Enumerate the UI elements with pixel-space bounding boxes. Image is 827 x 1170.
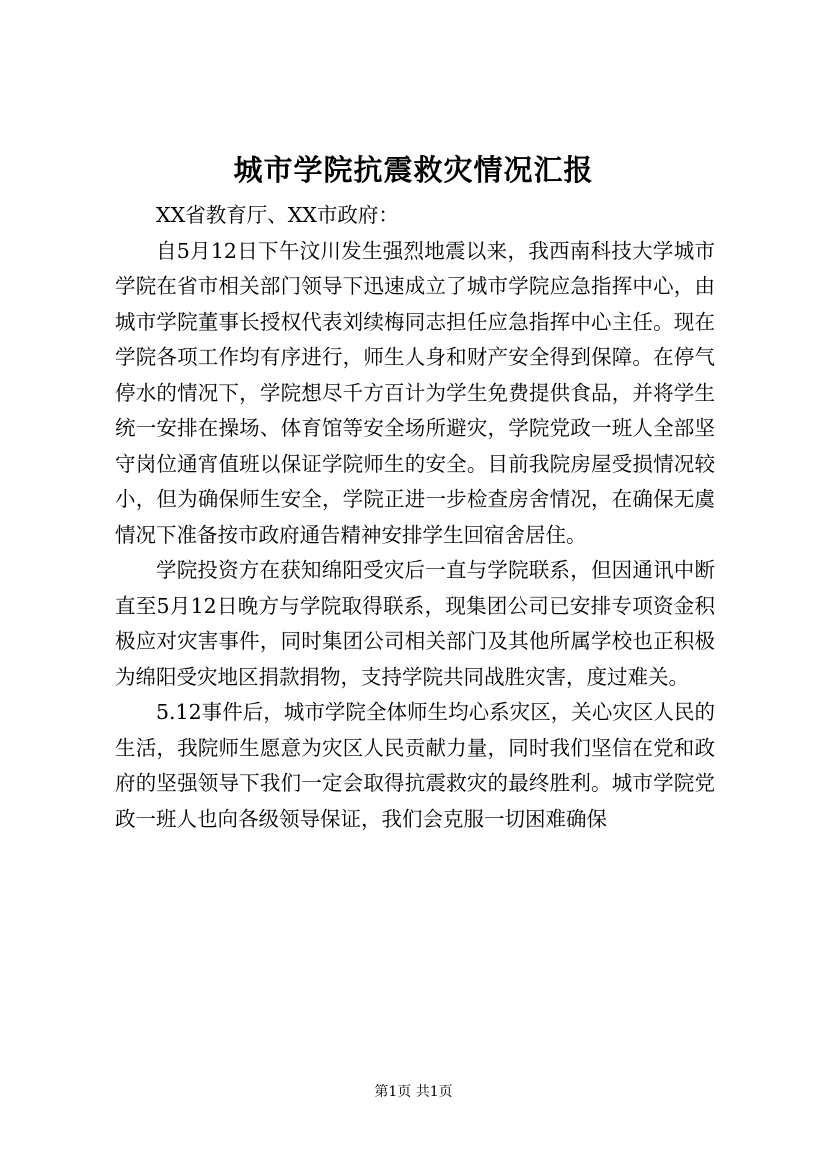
- paragraph-1: 自5月12日下午汶川发生强烈地震以来，我西南科技大学城市学院在省市相关部门领导下迅速成立了城市学院应急指挥中心，由城市学院董事长授权代表刘续梅同志担任应急指挥中心主任。现在学院各项工作均有序进行，师生人身和财产安全得到保障。在停气停水的情况下，学院想尽千方百计为学生免费提供食品，并将学生统一安排在操场、体育馆等安全场所避灾，学院党政一班人全部坚守岗位通宵值班以保证学院师生的安全。目前我院房屋受损情况较小，但为确保师生安全，学院正进一步检查房舍情况，在确保无虞情况下准备按市政府通告精神安排学生回宿舍居住。: [115, 238, 715, 547]
- document-title: 城市学院抗震救灾情况汇报: [233, 153, 594, 187]
- salutation: XX省教育厅、XX市政府：: [156, 203, 399, 227]
- page-footer: 第1页 共1页: [374, 1084, 453, 1100]
- document-body: [115, 198, 715, 837]
- paragraph-3: 5.12事件后，城市学院全体师生均心系灾区，关心灾区人民的生活，我院师生愿意为灾区人民贡献力量，同时我们坚信在党和政府的坚强领导下我们一定会取得抗震救灾的最终胜利。城市学院党政一班人也向各级领导保证，我们会克服一切困难确保: [115, 700, 715, 831]
- paragraph-2: 学院投资方在获知绵阳受灾后一直与学院联系，但因通讯中断直至5月12日晚方与学院取得联系，现集团公司已安排专项资金积极应对灾害事件，同时集团公司相关部门及其他所属学校也正积极为绵阳受灾地区捐款捐物，支持学院共同战胜灾害，度过难关。: [115, 558, 715, 689]
